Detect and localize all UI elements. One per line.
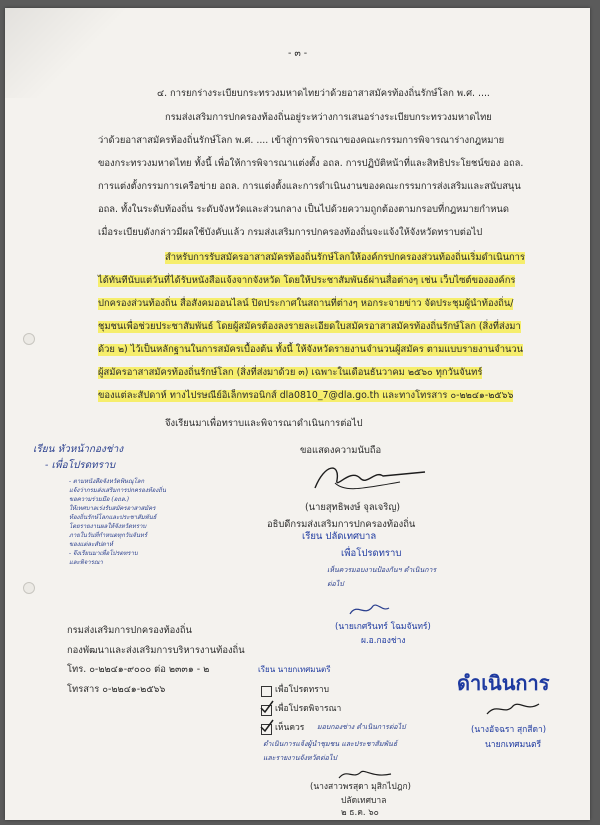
- footer-dept: กรมส่งเสริมการปกครองท้องถิ่น: [67, 625, 192, 636]
- checkbox-acknowledge: [261, 686, 272, 697]
- division-signature: [345, 598, 395, 622]
- mayor-title: นายกเทศมนตรี: [485, 740, 542, 750]
- highlighted-line: ของแต่ละสัปดาห์ ทางไปรษณีย์อิเล็กทรอนิกส์ dla0810_7@dla.go.th และทางโทรสาร ๐-๒๒๔๑-๒๕๖๖: [98, 390, 514, 401]
- footer-tel: โทร. ๐-๒๒๔๑-๙๐๐๐ ต่อ ๒๓๓๑ - ๒: [67, 664, 210, 675]
- note-line: โดยรายงานผลให้จังหวัดทราบ: [69, 523, 147, 530]
- to-mayor: เรียน นายกเทศมนตรี: [258, 665, 331, 674]
- note-line: - จึงเรียนมาเพื่อโปรดทราบ: [69, 550, 138, 557]
- checkbox-label: เพื่อโปรดทราบ: [275, 685, 329, 695]
- highlighted-line: สำหรับการรับสมัครอาสาสมัครท้องถิ่นรักษ์โลกให้องค์กรปกครองส่วนท้องถิ่นเริ่มดำเนินการ: [165, 252, 525, 263]
- mayor-signature: [483, 698, 543, 722]
- paragraph-line: อถล. ทั้งในระดับท้องถิ่น ระดับจังหวัดและส่วนกลาง เป็นไปด้วยความถูกต้องตามกรอบที่กฎหมายกำหนด: [98, 204, 509, 215]
- paragraph-line: ว่าด้วยอาสาสมัครท้องถิ่นรักษ์โลก พ.ศ. .... เข้าสู่การพิจารณาของคณะกรรมการพิจารณาร่างกฎหมาย: [98, 135, 505, 146]
- closing-line: จึงเรียนมาเพื่อทราบและพิจารณาดำเนินการต่อไป: [165, 418, 363, 429]
- clerk-title: ปลัดเทศบาล: [341, 796, 387, 806]
- punch-hole: [23, 582, 35, 594]
- paragraph-line: กรมส่งเสริมการปกครองท้องถิ่นอยู่ระหว่างการเสนอร่างระเบียบกระทรวงมหาดไทย: [165, 112, 492, 123]
- division-chief-title: ผ.อ.กองช่าง: [361, 636, 406, 646]
- note-line: แจ้งว่ากรมส่งเสริมการปกครองท้องถิ่น: [69, 487, 167, 494]
- note-line: ของแต่ละสัปดาห์: [69, 541, 113, 548]
- paper-crease: [5, 8, 125, 98]
- division-chief-name: (นายเกศรินทร์ โฉมจันทร์): [335, 622, 431, 632]
- highlighted-line: ผู้สมัครอาสาสมัครท้องถิ่นรักษ์โลก (สิ่งที่ส่งมาด้วย ๓) เฉพาะในเดือนธันวาคม ๒๕๖๐ ทุกวันจันทร์: [98, 367, 483, 378]
- note-line: ให้เทศบาลเร่งรับสมัครอาสาสมัคร: [69, 505, 156, 512]
- check-mark-icon: [259, 700, 275, 714]
- suggest-text: มอบกองช่าง ดำเนินการต่อไป: [317, 723, 406, 731]
- suggest-line: ดำเนินการแจ้งผู้นำชุมชน และประชาสัมพันธ์: [263, 740, 398, 748]
- director-signature: [305, 458, 435, 498]
- paragraph-line: เมื่อระเบียบดังกล่าวมีผลใช้บังคับแล้ว กรมส่งเสริมการปกครองท้องถิ่นจะแจ้งให้จังหวัดทราบต่อไป: [98, 227, 483, 238]
- note-line: และพิจารณา: [69, 559, 103, 566]
- note-title: เรียน หัวหน้ากองช่าง: [33, 444, 124, 455]
- respect-line: ขอแสดงความนับถือ: [300, 445, 382, 456]
- paragraph-line: การแต่งตั้งกรรมการเครือข่าย อถล. การแต่งตั้งและการดำเนินงานของคณะกรรมการส่งเสริมและสนับสนุน: [98, 181, 521, 192]
- mayor-name: (นางอัจฉรา สุกสีดา): [471, 725, 547, 735]
- middle-note-line: เห็นควรมอบงานป้องกันฯ ดำเนินการ: [327, 566, 437, 574]
- middle-note-title: เรียน ปลัดเทศบาล: [302, 531, 377, 542]
- signer-name: (นายสุทธิพงษ์ จุลเจริญ): [305, 502, 400, 513]
- suggest-line: และรายงานจังหวัดต่อไป: [263, 754, 337, 762]
- punch-hole: [23, 333, 35, 345]
- highlighted-line: ชุมชนเพื่อช่วยประชาสัมพันธ์ โดยผู้สมัครต้องลงรายละเอียดใบสมัครอาสาสมัครท้องถิ่นรักษ์โลก (สิ่งที่ส่งมา: [98, 321, 521, 332]
- footer-division: กองพัฒนาและส่งเสริมการบริหารงานท้องถิ่น: [67, 645, 245, 656]
- check-mark-icon: [259, 719, 275, 733]
- highlighted-line: ได้ทันทีนับแต่วันที่ได้รับหนังสือแจ้งจากจังหวัด โดยให้ประชาสัมพันธ์ผ่านสื่อต่างๆ เช่น เว็บไซต์ขององค์กร: [98, 275, 516, 286]
- checkbox-label: เพื่อโปรดพิจารณา: [275, 704, 342, 714]
- middle-note-line: ต่อไป: [327, 580, 344, 588]
- note-line: ท้องถิ่นรักษ์โลกและประชาสัมพันธ์: [69, 514, 157, 521]
- note-line: - ตามหนังสือจังหวัดพิษณุโลก: [69, 478, 145, 485]
- paragraph-line: ของกระทรวงมหาดไทย ทั้งนี้ เพื่อให้การพิจารณาแต่งตั้ง อถล. การปฏิบัติหน้าที่และสิทธิประโยชน์ของ อถล.: [98, 158, 524, 169]
- clerk-date: ๒ ธ.ค. ๖๐: [341, 808, 379, 818]
- section-heading: ๔. การยกร่างระเบียบกระทรวงมหาดไทยว่าด้วยอาสาสมัครท้องถิ่นรักษ์โลก พ.ศ. ....: [157, 88, 490, 99]
- page-number: - ๓ -: [288, 48, 308, 59]
- highlighted-line: ด้วย ๒) ไว้เป็นหลักฐานในการสมัครเบื้องต้น ทั้งนี้ ให้จังหวัดรายงานจำนวนผู้สมัคร ตามแบบรายงานจำนวน: [98, 344, 524, 355]
- clerk-name: (นางสาวพรสุดา มุสิกไปฎก): [310, 782, 411, 792]
- note-line: ขอความร่วมมือ (อถล.): [69, 496, 129, 503]
- checkbox-label: เห็นควร: [275, 723, 305, 733]
- note-line: ภายในวันที่กำหนดทุกวันจันทร์: [69, 532, 148, 539]
- signer-title: อธิบดีกรมส่งเสริมการปกครองท้องถิ่น: [267, 519, 416, 530]
- middle-note-subtitle: เพื่อโปรดทราบ: [341, 548, 402, 559]
- footer-fax: โทรสาร ๐-๒๒๔๑-๒๕๖๖: [67, 684, 166, 695]
- note-subtitle: - เพื่อโปรดทราบ: [45, 460, 116, 471]
- document-page: [5, 8, 590, 820]
- highlighted-line: ปกครองส่วนท้องถิ่น สื่อสังคมออนไลน์ ปิดประกาศในสถานที่ต่างๆ หอกระจายข่าว จัดประชุมผู้นำท้องถิ่น/: [98, 298, 514, 309]
- action-stamp: ดำเนินการ: [457, 671, 550, 695]
